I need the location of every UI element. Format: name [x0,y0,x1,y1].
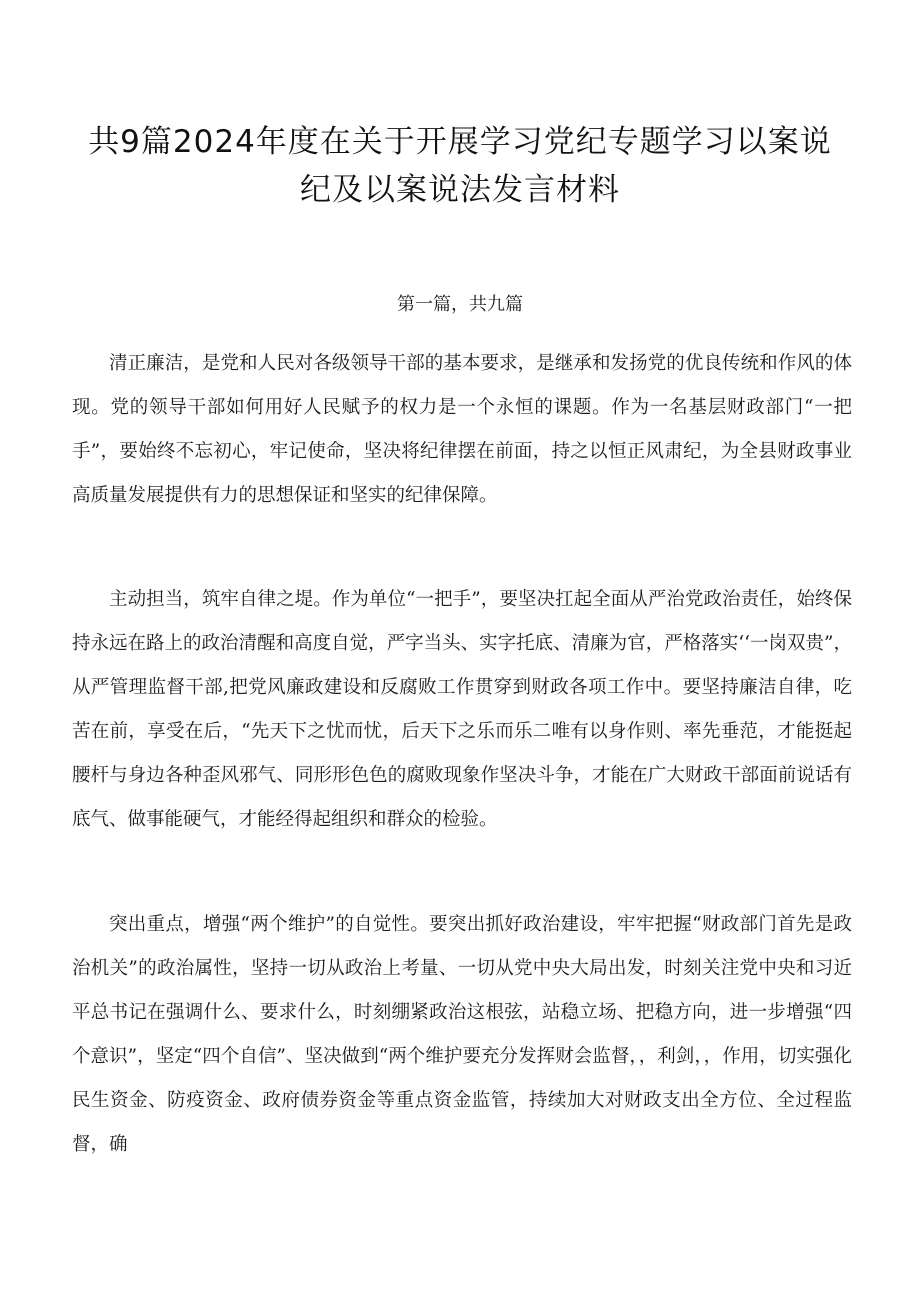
document-title: 共9篇2024年度在关于开展学习党纪专题学习以案说纪及以案说法发言材料 [88,124,832,208]
paragraph-1: 清正廉洁，是党和人民对各级领导干部的基本要求，是继承和发扬党的优良传统和作风的体现。党的领导干部如何用好人民赋予的权力是一个永恒的课题。作为一名基层财政部门“一把手”，要始终不忘初心，牢记使命，坚决将纪律摆在前面，持之以恒正风肃纪，为全县财政事业高质量发展提供有力的思想保证和坚实的纪律保障。 [72,353,852,506]
paragraph-3: 突出重点，增强“两个维护”的自觉性。要突出抓好政治建设，牢牢把握“财政部门首先是政治机关”的政治属性，坚持一切从政治上考量、一切从党中央大局出发，时刻关注党中央和习近平总书记在强调什么、要求什么，时刻绷紧政治这根弦，站稳立场、把稳方向，进一步增强“四个意识”，坚定“四个自信”、坚决做到“两个维护要充分发挥财会监督，，利剑，，作用，切实强化民生资金、防疫资金、政府债券资金等重点资金监管，持续加大对财政支出全方位、全过程监督，确 [72,914,852,1155]
section-heading: 第一篇，共九篇 [397,294,523,315]
paragraph-2: 主动担当，筑牢自律之堤。作为单位“一把手”，要坚决扛起全面从严治党政治责任，始终保持永远在路上的政治清醒和高度自觉，严字当头、实字托底、清廉为官，严格落实‘‘一岗双贵”，从严管理监督干部,把党风廉政建设和反腐败工作贯穿到财政各项工作中。要坚持廉洁自律，吃苦在前，享受在后，“先天下之忧而忧，后天下之乐而乐二唯有以身作则、率先垂范，才能挺起腰杆与身边各种歪风邪气、同形形色色的腐败现象作坚决斗争，才能在广大财政干部面前说话有底气、做事能硬气，才能经得起组织和群众的检验。 [72,589,852,830]
